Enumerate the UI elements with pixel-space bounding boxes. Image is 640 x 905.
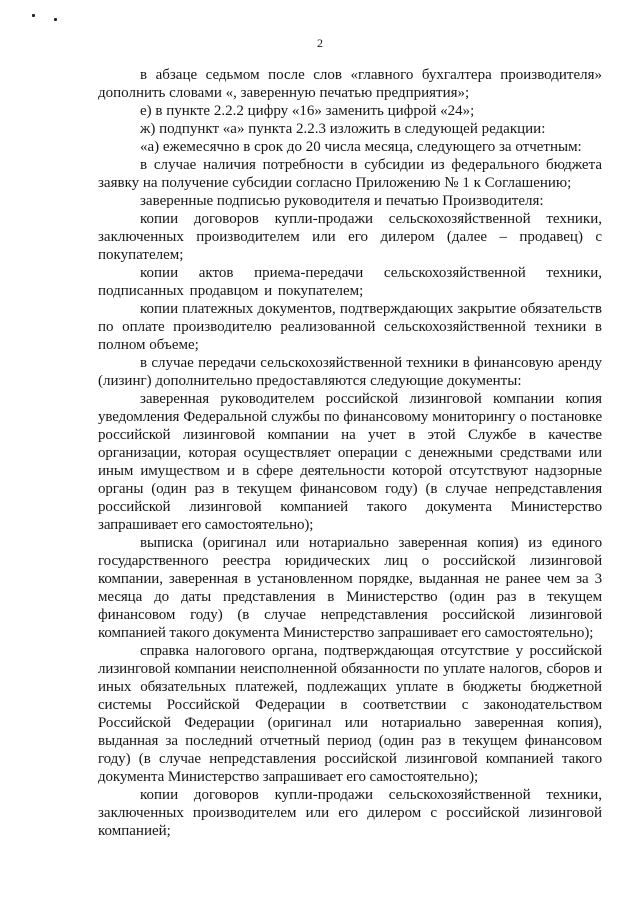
paragraph: выписка (оригинал или нотариально заверенная копия) из единого государственного реестра юридических лиц о российской лизинговой компании, заверенная в установленном порядке, выданная не ранее чем за 3 месяца до даты представления в Министерство (один раз в текущем финансовом году) (в случае непредставления российской лизинговой компанией такого документа Министерство запрашивает его самостоятельно); xyxy=(98,535,602,641)
paragraph: копии платежных документов, подтверждающих закрытие обязательств по оплате производителю реализованной сельскохозяйственной техники в полном объеме; xyxy=(98,301,602,353)
paragraph: е) в пункте 2.2.2 цифру «16» заменить цифрой «24»; xyxy=(140,103,475,119)
paragraph: ж) подпункт «а» пункта 2.2.3 изложить в следующей редакции: xyxy=(140,121,546,137)
scan-dot xyxy=(54,18,57,21)
paragraph: заверенная руководителем российской лизинговой компании копия уведомления Федеральной службы по финансовому мониторингу о постановке российской лизинговой компании на учет в этой Службе в качестве организации, которая осуществляет операции с денежными средствами или иным имуществом и в сфере деятельности которой отсутствуют надзорные органы (один раз в текущем финансовом году) (в случае непредставления российской лизинговой компанией такого документа Министерство запрашивает его самостоятельно); xyxy=(98,391,602,533)
paragraph: в случае передачи сельскохозяйственной техники в финансовую аренду (лизинг) дополнительно предоставляются следующие документы: xyxy=(98,355,602,389)
paragraph: в случае наличия потребности в субсидии из федерального бюджета заявку на получение субсидии согласно Приложению № 1 к Соглашению; xyxy=(98,157,602,191)
paragraph: «а) ежемесячно в срок до 20 числа месяца, следующего за отчетным: xyxy=(140,139,582,155)
paragraph: справка налогового органа, подтверждающая отсутствие у российской лизинговой компании неисполненной обязанности по уплате налогов, сборов и иных обязательных платежей, подлежащих уплате в бюджеты бюджетной системы Российской Федерации в соответствии с законодательством Российской Федерации (оригинал или нотариально заверенная копия), выданная за последний отчетный период (один раз в текущем финансовом году) (в случае непредставления российской лизинговой компанией такого документа Министерство запрашивает его самостоятельно); xyxy=(98,643,602,785)
paragraph: заверенные подписью руководителя и печатью Производителя: xyxy=(140,193,544,209)
paragraph: копии договоров купли-продажи сельскохозяйственной техники, заключенных производителем или его дилером с российской лизинговой компанией; xyxy=(98,787,602,839)
paragraph: копии договоров купли-продажи сельскохозяйственной техники, заключенных производителем или его дилером (далее – продавец) с покупателем; xyxy=(98,211,602,263)
paragraph: в абзаце седьмом после слов «главного бухгалтера производителя» дополнить словами «, заверенную печатью предприятия»; xyxy=(98,67,602,101)
scan-dot xyxy=(32,14,35,17)
document-body xyxy=(98,66,602,840)
paragraph: копии актов приема-передачи сельскохозяйственной техники, подписанных продавцом и покупателем; xyxy=(98,265,602,299)
page-number: 2 xyxy=(317,36,323,50)
